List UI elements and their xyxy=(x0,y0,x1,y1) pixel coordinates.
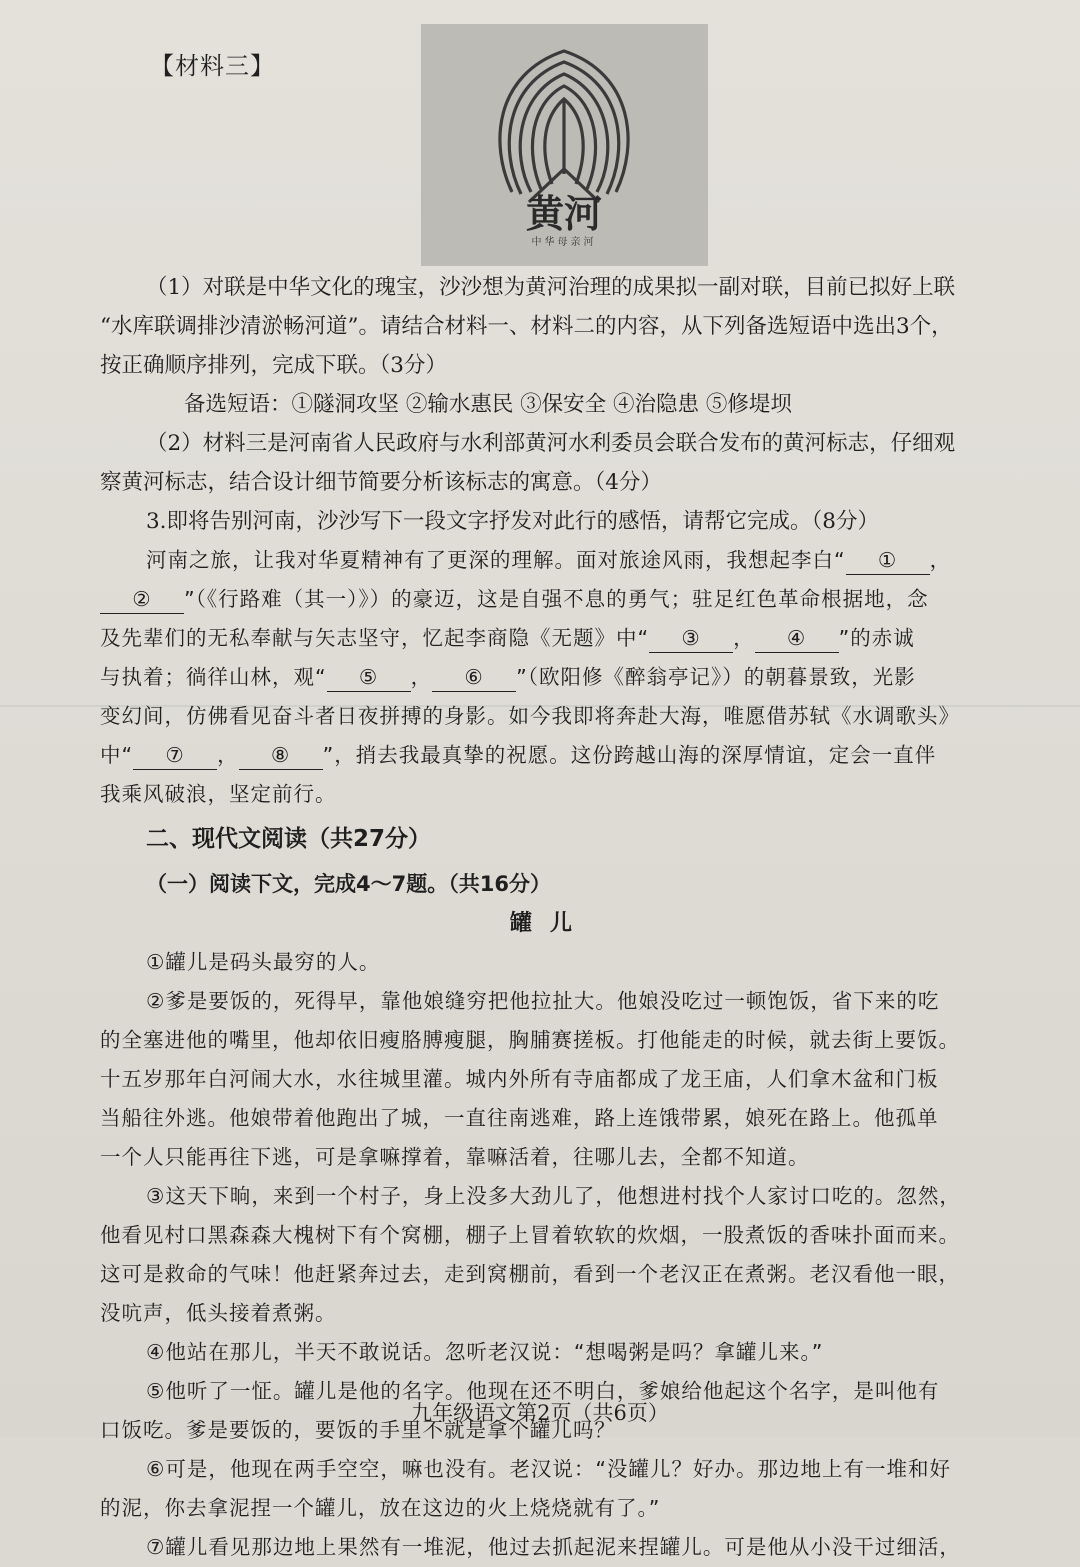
q3-prompt: 3.即将告别河南，沙沙写下一段文字抒发对此行的感悟，请帮它完成。（8分） xyxy=(146,509,879,534)
story-p6-line: ⑥可是，他现在两手空空，嘛也没有。老汉说：“没罐儿？好办。那边地上有一堆和好 xyxy=(146,1457,951,1481)
story-p6-line: 的泥，你去拿泥捏一个罐儿，放在这边的火上烧烧就有了。” xyxy=(100,1496,661,1520)
essay-text: ， xyxy=(217,743,239,767)
material-three-label: 【材料三】 xyxy=(150,52,275,80)
essay-text: ”（《行路难（其一）》）的豪迈，这是自强不息的勇气；驻足红色革命根据地，念 xyxy=(184,587,929,611)
story-p3-line: 没吭声，低头接着煮粥。 xyxy=(100,1301,337,1325)
blank-8[interactable]: ⑧ xyxy=(239,741,323,770)
essay-text: 与执着；徜徉山林，观“ xyxy=(100,665,327,689)
story-p1: ①罐儿是码头最穷的人。 xyxy=(146,950,381,974)
essay-line-1 xyxy=(100,541,1000,580)
story-title: 罐儿 xyxy=(509,911,590,936)
essay-text: ， xyxy=(929,548,952,572)
story-p2-line: ②爹是要饭的，死得早，靠他娘缝穷把他拉扯大。他娘没吃过一顿饱饭，省下来的吃 xyxy=(146,989,940,1013)
blank-5[interactable]: ⑤ xyxy=(327,663,411,692)
story-p2-line: 十五岁那年白河闹大水，水往城里灌。城内外所有寺庙都成了龙王庙，人们拿木盆和门板 xyxy=(100,1067,939,1091)
q1-line-1: （1）对联是中华文化的瑰宝，沙沙想为黄河治理的成果拟一副对联，目前已拟好上联 xyxy=(146,275,956,300)
story-p2-line: 一个人只能再往下逃，可是拿嘛撑着，靠嘛活着，往哪儿去，全都不知道。 xyxy=(100,1145,810,1169)
essay-text: ， xyxy=(410,665,433,689)
logo-caption: 中华母亲河 xyxy=(531,237,597,248)
section-2-subtitle: （一）阅读下文，完成4～7题。（共16分） xyxy=(146,872,551,896)
story-p3-line: ③这天下晌，来到一个村子，身上没多大劲儿了，他想进村找个人家讨口吃的。忽然， xyxy=(146,1184,961,1208)
story-p4: ④他站在那儿，半天不敢说话。忽听老汉说：“想喝粥是吗？拿罐儿来。” xyxy=(146,1340,824,1364)
story-p7: ⑦罐儿看见那边地上果然有一堆泥，他过去抓起泥来捏罐儿。可是他从小没干过细活， xyxy=(146,1535,961,1559)
essay-line-5: 变幻间，仿佛看见奋斗者日夜拼搏的身影。如今我即将奔赴大海，唯愿借苏轼《水调歌头》 xyxy=(100,704,960,728)
essay-text: ， xyxy=(733,626,755,650)
essay-line-3 xyxy=(100,619,1000,658)
blank-1[interactable]: ① xyxy=(846,546,930,575)
section-2-title: 二、现代文阅读（共27分） xyxy=(146,826,432,852)
blank-2[interactable]: ② xyxy=(100,585,184,614)
q2-line-1: （2）材料三是河南省人民政府与水利部黄河水利委员会联合发布的黄河标志，仔细观 xyxy=(146,431,956,456)
story-p5-line: 口饭吃。爹是要饭的，要饭的手里不就是拿个罐儿吗？ xyxy=(100,1418,616,1442)
story-p3-line: 他看见村口黑森森大槐树下有个窝棚，棚子上冒着软软的炊烟，一股煮饭的香味扑面而来。 xyxy=(100,1223,960,1247)
blank-6[interactable]: ⑥ xyxy=(432,663,516,692)
yellow-river-logo xyxy=(421,24,708,266)
essay-text: ”，捎去我最真挚的祝愿。这份跨越山海的深厚情谊，定会一直伴 xyxy=(322,743,937,767)
essay-text: 河南之旅，让我对华夏精神有了更深的理解。面对旅途风雨，我想起李白“ xyxy=(146,548,846,572)
exam-content xyxy=(100,268,1000,1567)
story-p2-line: 的全塞进他的嘴里，他却依旧瘦胳膊瘦腿，胸脯赛搓板。打他能走的时候，就去街上要饭。 xyxy=(100,1028,960,1052)
blank-7[interactable]: ⑦ xyxy=(133,741,217,770)
q1-line-2: “水库联调排沙清淤畅河道”。请结合材料一、材料二的内容，从下列备选短语中选出3个， xyxy=(100,314,953,339)
q1-line-3: 按正确顺序排列，完成下联。（3分） xyxy=(100,353,447,378)
story-p5-line: ⑤他听了一怔。罐儿是他的名字。他现在还不明白，爹娘给他起这个名字，是叫他有 xyxy=(146,1379,940,1403)
page-footer: 九年级语文第2页（共6页） xyxy=(411,1401,669,1425)
fingerprint-logo-icon xyxy=(421,24,708,266)
story-p2-line: 当船往外逃。他娘带着他跑出了城，一直往南逃难，路上连饿带累，娘死在路上。他孤单 xyxy=(100,1106,939,1130)
logo-glyph: 黄河 xyxy=(525,192,603,236)
essay-line-4 xyxy=(100,658,1000,697)
essay-text: 及先辈们的无私奉献与矢志坚守，忆起李商隐《无题》中“ xyxy=(100,626,650,650)
blank-3[interactable]: ③ xyxy=(649,624,733,653)
q1-phrases: 备选短语：①隧洞攻坚 ②输水惠民 ③保安全 ④治隐患 ⑤修堤坝 xyxy=(184,392,792,417)
q2-line-2: 察黄河标志，结合设计细节简要分析该标志的寓意。（4分） xyxy=(100,470,662,495)
essay-text: ”（欧阳修《醉翁亭记》）的朝暮景致，光影 xyxy=(516,665,916,689)
essay-line-6 xyxy=(100,736,1000,775)
essay-line-7: 我乘风破浪，坚定前行。 xyxy=(100,782,337,806)
essay-text: 中“ xyxy=(100,743,134,767)
story-p3-line: 这可是救命的气味！他赶紧奔过去，走到窝棚前，看到一个老汉正在煮粥。老汉看他一眼， xyxy=(100,1262,960,1286)
essay-text: ”的赤诚 xyxy=(838,626,915,650)
blank-4[interactable]: ④ xyxy=(755,624,839,653)
essay-line-2 xyxy=(100,580,1000,619)
